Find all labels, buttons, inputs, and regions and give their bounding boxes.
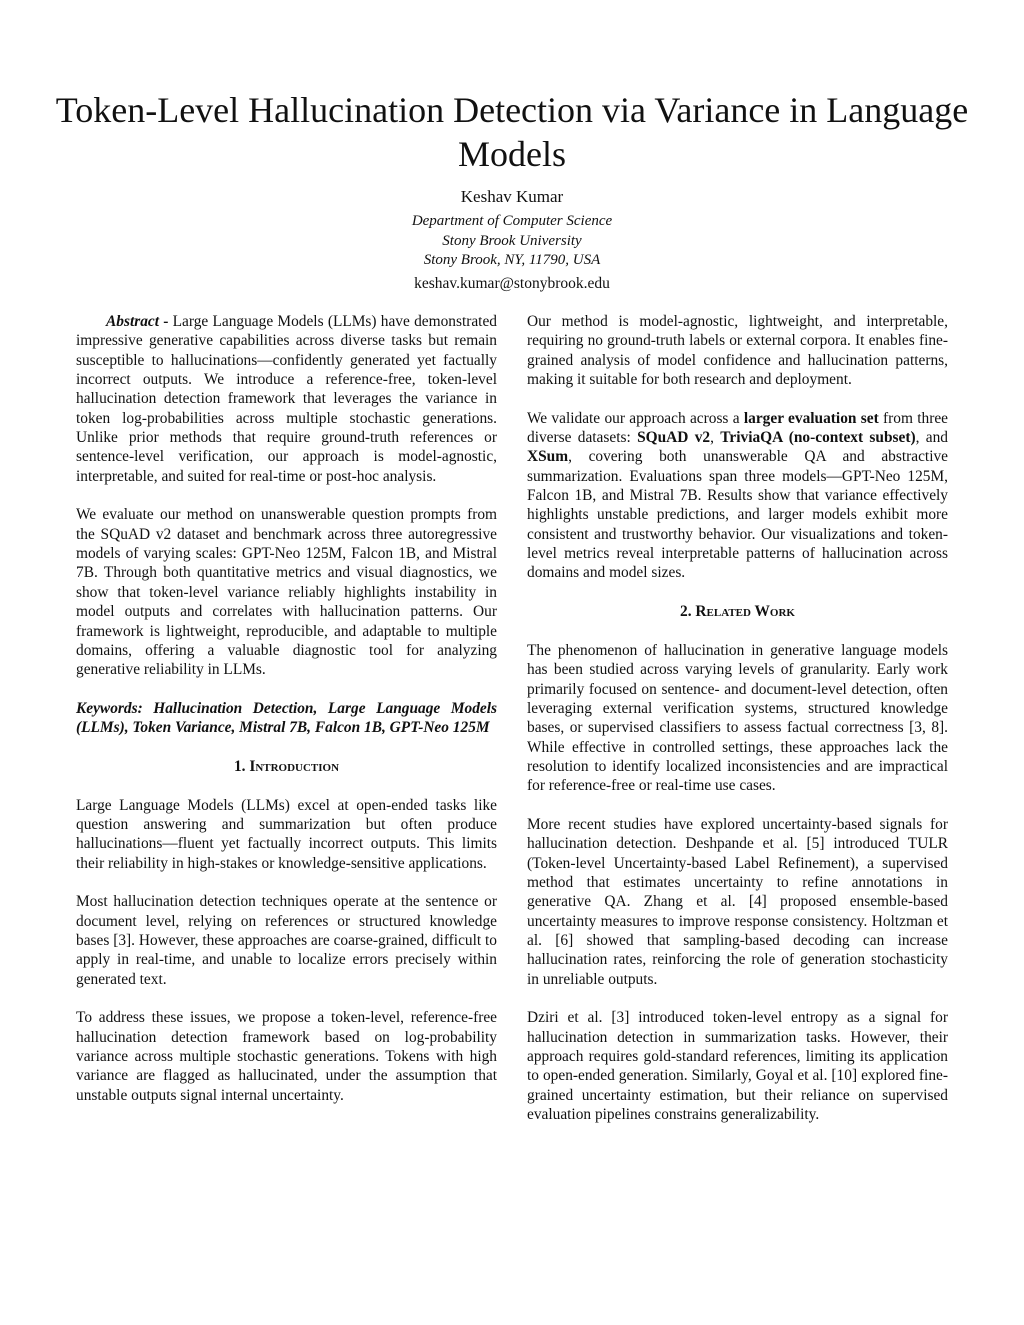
right-column xyxy=(527,312,948,1144)
keywords-text: Keywords: Hallucination Detection, Large Language Models (LLMs), Token Variance, Mistral 7B, Falcon 1B, GPT-Neo 125M xyxy=(76,699,497,737)
affiliation-department: Department of Computer Science xyxy=(411,213,613,229)
section-heading-introduction: 1. Introduction xyxy=(233,757,340,775)
intro-paragraph-3: To address these issues, we propose a token-level, reference-free hallucination detection framework based on log-probability variance across multiple stochastic generations. Tokens with high variance are flagged as hallucinated, under the assumption that unstable outputs signal internal uncertainty. xyxy=(76,1009,497,1104)
related-paragraph-3: Dziri et al. [3] introduced token-level entropy as a signal for hallucination detection in summarization tasks. However, their approach requires gold-standard references, limiting its application to open-ended generation. Similarly, Goyal et al. [10] explored fine-grained uncertainty estimation, but their reliance on supervised evaluation pipelines constrains generalizability. xyxy=(527,1009,948,1124)
related-paragraph-1: The phenomenon of hallucination in generative language models has been studied across varying levels of granularity. Early work primarily focused on sentence- and document-level detection, often leveraging external verification systems, structured knowledge bases, or supervised classifiers to assess factual correctness [3, 8]. While effective in controlled settings, these approaches lack the resolution to identify localized inconsistencies and are impractical for reference-free or real-time use cases. xyxy=(527,641,948,795)
affiliation-address: Stony Brook, NY, 11790, USA xyxy=(423,252,601,268)
affiliation xyxy=(0,212,1024,271)
abstract-label: Abstract xyxy=(106,313,160,330)
author-email: keshav.kumar@stonybrook.edu xyxy=(414,275,610,292)
keywords xyxy=(76,699,497,738)
bold-span: TriviaQA (no-context subset) xyxy=(720,429,916,447)
abstract-paragraph-2: We evaluate our method on unanswerable question prompts from the SQuAD v2 dataset and benchmark across three autoregressive models of varying scales: GPT-Neo 125M, Falcon 1B, and Mistral 7B. Through both quantitative metrics and visual diagnostics, we show that token-level variance reliably highlights instability in model outputs and correlates with hallucination patterns. Our framework is lightweight, reproducible, and adaptable to multiple domains, offering a valuable diagnostic tool for analyzing generative reliability in LLMs. xyxy=(76,506,497,679)
bold-span: larger evaluation set xyxy=(743,409,879,427)
author-name: Keshav Kumar xyxy=(460,187,564,206)
left-column xyxy=(76,312,497,1124)
bold-span: XSum xyxy=(527,448,569,466)
affiliation-university: Stony Brook University xyxy=(442,232,582,249)
bold-span: SQuAD v2 xyxy=(637,429,711,447)
intro-paragraph-2: Most hallucination detection techniques operate at the sentence or document level, relying on references or structured knowledge bases [3]. However, these approaches are coarse-grained, difficult to apply in real-time, and unable to localize errors precisely within generated text. xyxy=(76,893,497,988)
abstract-separator: - xyxy=(159,313,173,330)
text-span: We validate our approach across a xyxy=(527,409,744,427)
abstract-paragraph-1 xyxy=(76,312,497,486)
intro-paragraph-5 xyxy=(527,409,948,583)
intro-paragraph-4: Our method is model-agnostic, lightweight, and interpretable, requiring no ground-truth labels or external corpora. It enables fine-grained analysis of model confidence and hallucination patterns, making it suitable for both research and deployment. xyxy=(527,313,948,389)
section-heading-related-work: 2. Related Work xyxy=(680,603,795,621)
text-span: , and xyxy=(915,429,948,447)
text-span: from three diverse datasets: xyxy=(527,409,948,447)
intro-paragraph-1: Large Language Models (LLMs) excel at open-ended tasks like question answering and summarization but often produce hallucinations—fluent yet factually incorrect outputs. This limits their reliability in high-stakes or knowledge-sensitive applications. xyxy=(76,796,497,872)
text-span: , covering both unanswerable QA and abstractive summarization. Evaluations span three models—GPT-Neo 125M, Falcon 1B, and Mistral 7B. Results show that variance effectively highlights unstable predictions, and larger models exhibit more consistent and trustworthy behavior. Our visualizations and token-level metrics reveal interpretable patterns of hallucination across domains and model sizes. xyxy=(527,448,948,582)
text-span: , xyxy=(710,429,721,447)
abstract-text-1: Large Language Models (LLMs) have demonstrated impressive generative capabilities across diverse tasks but remain susceptible to hallucinations—confidently generated yet factually incorrect outputs. We introduce a reference-free, token-level hallucination detection framework that leverages the variance in token log-probabilities across multiple stochastic generations. Unlike prior methods that require ground-truth references or sentence-level verification, our approach is model-agnostic, interpretable, and suited for real-time or post-hoc analysis. xyxy=(76,313,497,485)
related-paragraph-2: More recent studies have explored uncertainty-based signals for hallucination detection. Deshpande et al. [5] introduced TULR (Token-level Uncertainty-based Label Refinement), a supervised method that estimates uncertainty to refine annotations in generative QA. Zhang et al. [4] proposed ensemble-based uncertainty measures to improve response consistency. Holtzman et al. [6] showed that sampling-based decoding can increase hallucination rates, reinforcing the role of generation stochasticity in unreliable outputs. xyxy=(527,815,948,988)
paper-title: Token-Level Hallucination Detection via Variance in Language Models xyxy=(55,90,969,174)
